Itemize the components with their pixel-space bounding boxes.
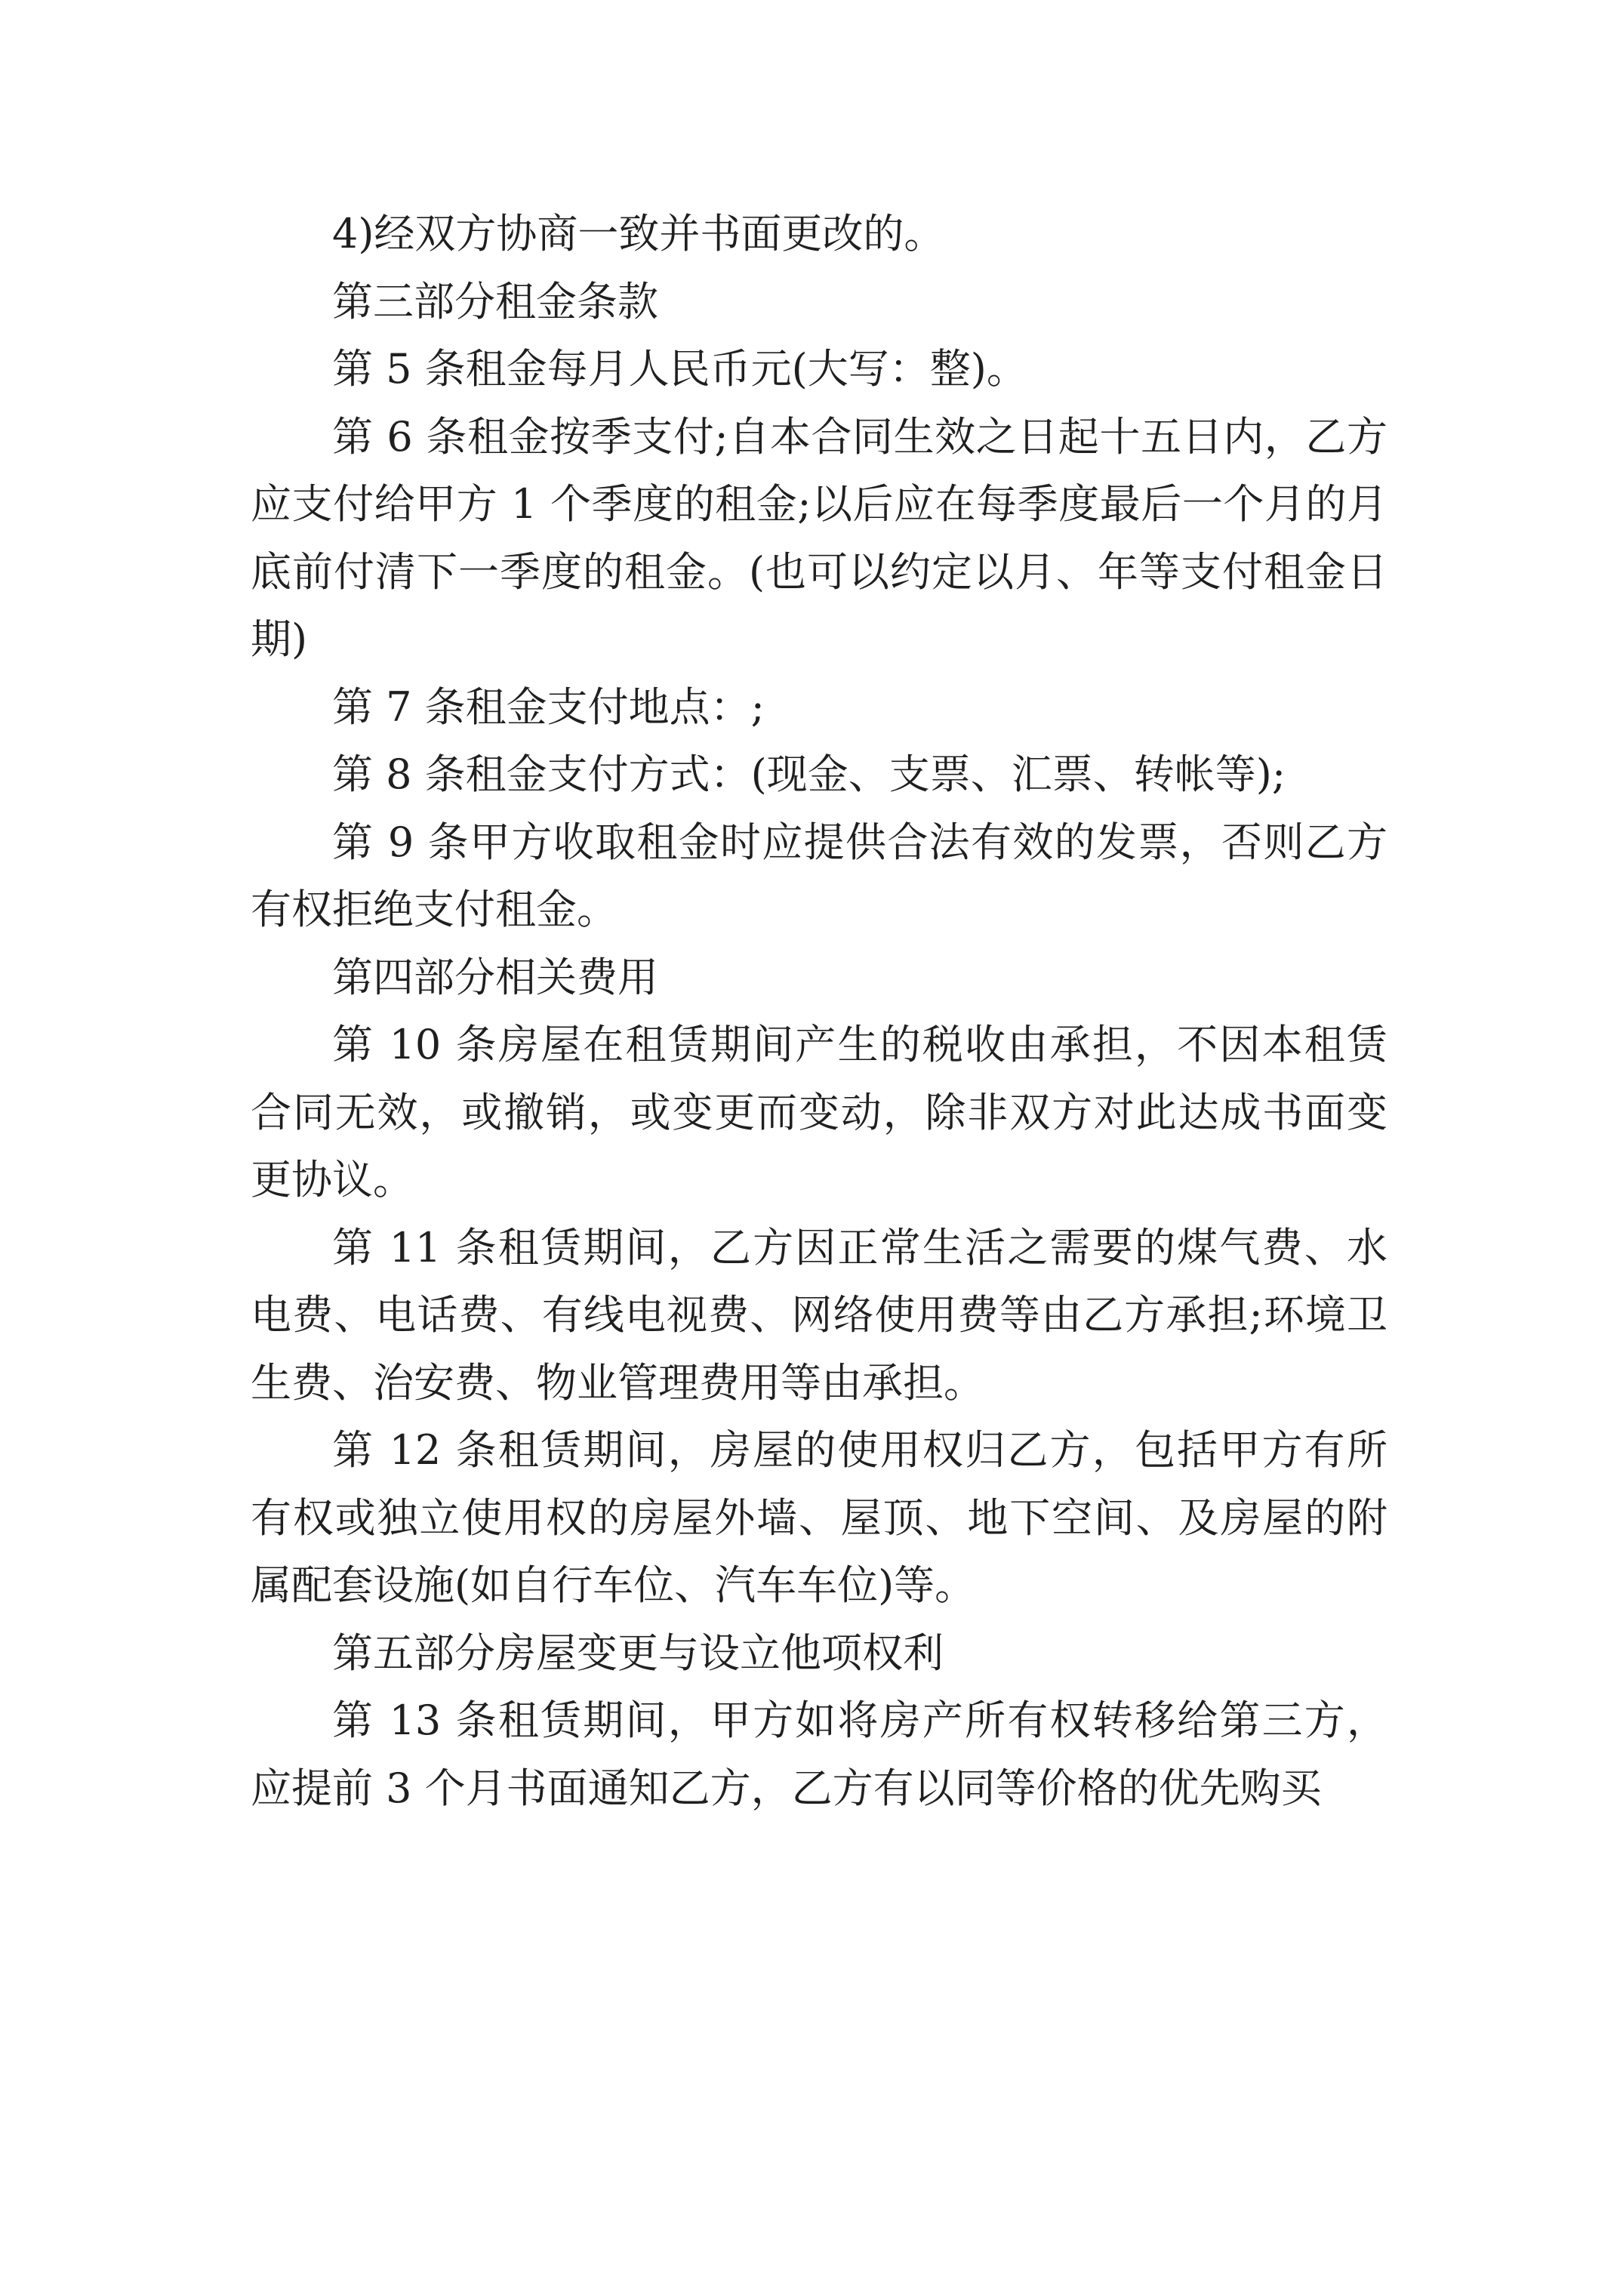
article-11: 第 11 条租赁期间，乙方因正常生活之需要的煤气费、水电费、电话费、有线电视费、网络使用费等由乙方承担;环境卫生费、治安费、物业管理费用等由承担。	[251, 1223, 1387, 1407]
section-heading-rent: 第三部分租金条款	[332, 277, 658, 325]
section-heading-fees: 第四部分相关费用	[332, 953, 658, 1001]
article-12: 第 12 条租赁期间，房屋的使用权归乙方，包括甲方有所有权或独立使用权的房屋外墙、屋顶、地下空间、及房屋的附属配套设施(如自行车位、汽车车位)等。	[251, 1426, 1387, 1609]
section-heading-changes: 第五部分房屋变更与设立他项权利	[332, 1629, 944, 1677]
article-8: 第 8 条租金支付方式：(现金、支票、汇票、转帐等);	[332, 750, 1286, 798]
article-9: 第 9 条甲方收取租金时应提供合法有效的发票，否则乙方有权拒绝支付租金。	[251, 818, 1387, 933]
article-7: 第 7 条租金支付地点：;	[332, 683, 765, 731]
clause-4-item: 4)经双方协商一致并书面更改的。	[332, 210, 945, 257]
article-6: 第 6 条租金按季支付;自本合同生效之日起十五日内，乙方应支付给甲方 1 个季度的租金;以后应在每季度最后一个月的月底前付清下一季度的租金。(也可以约定以月、年等支付租金日期)	[251, 412, 1387, 663]
article-5: 第 5 条租金每月人民币元(大写：整)。	[332, 345, 1027, 393]
article-10: 第 10 条房屋在租赁期间产生的税收由承担，不因本租赁合同无效，或撤销，或变更而变动，除非双方对此达成书面变更协议。	[251, 1021, 1387, 1203]
document-body	[251, 200, 1387, 1822]
article-13: 第 13 条租赁期间，甲方如将房产所有权转移给第三方，应提前 3 个月书面通知乙方，乙方有以同等价格的优先购买	[251, 1697, 1387, 1812]
